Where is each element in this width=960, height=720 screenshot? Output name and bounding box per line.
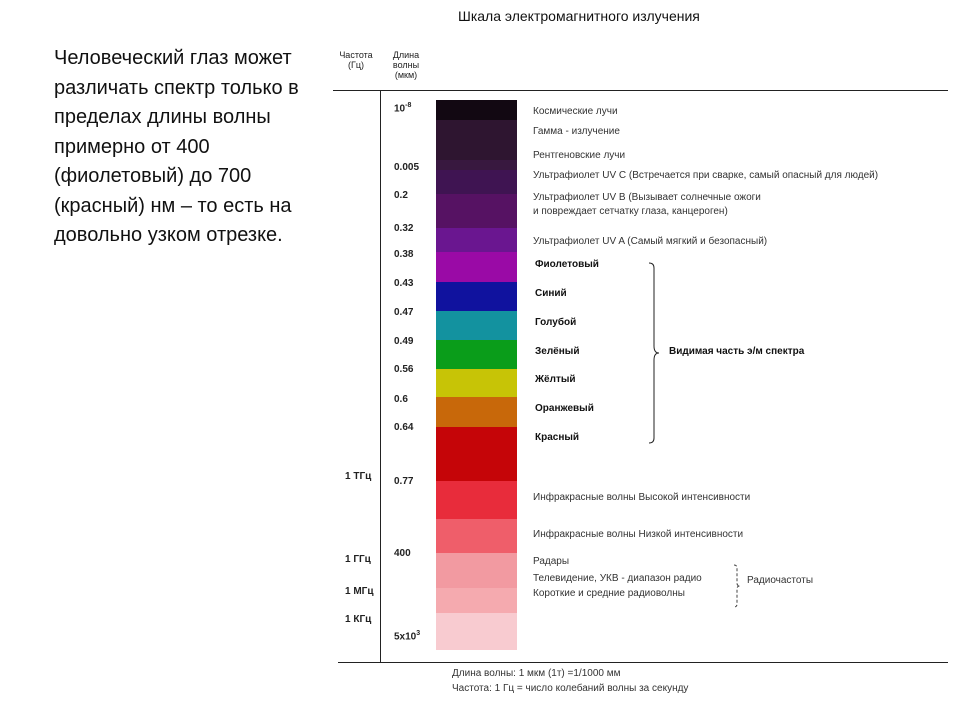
- band-cyan: [436, 311, 517, 340]
- wavelength-tick-exp: -8: [405, 102, 412, 109]
- band-radio: [436, 588, 517, 613]
- band-uvc: [436, 170, 517, 194]
- label-short-medium: Короткие и средние радиоволны: [533, 588, 685, 599]
- wavelength-tick: 0.43: [394, 278, 414, 289]
- wavelength-tick: 0.47: [394, 307, 414, 318]
- wavelength-tick-exp: 3: [416, 630, 421, 637]
- band-radar: [436, 553, 517, 588]
- label-cyan: Голубой: [535, 317, 577, 328]
- wavelength-tick: 0.6: [394, 394, 408, 405]
- label-xray: Рентгеновские лучи: [533, 150, 626, 161]
- wavelength-header-text: Длина волны (мкм): [392, 50, 420, 80]
- label-blue: Синий: [535, 288, 567, 299]
- wavelength-tick: 400: [394, 548, 411, 559]
- frequency-tick: 1 ГГц: [345, 554, 371, 565]
- visible-summary-label: Видимая часть э/м спектра: [669, 346, 805, 357]
- band-cosmic: [436, 100, 517, 120]
- band-ir-low: [436, 519, 517, 553]
- label-yellow: Жёлтый: [535, 374, 576, 385]
- label-ir-low: Инфракрасные волны Низкой интенсивности: [533, 529, 744, 540]
- wavelength-tick: 0.77: [394, 476, 414, 487]
- wavelength-tick: 0.56: [394, 364, 414, 375]
- wavelength-tick: 0.005: [394, 162, 420, 173]
- label-tv: Телевидение, УКВ - диапазон радио: [533, 573, 702, 584]
- band-xray: [436, 160, 517, 170]
- frequency-tick: 1 ТГц: [345, 471, 372, 482]
- radio-brace-icon: [733, 564, 741, 608]
- wavelength-tick: 0.32: [394, 223, 414, 234]
- wavelength-tick: 0.38: [394, 249, 414, 260]
- frequency-header-text: Частота (Гц): [339, 50, 373, 70]
- label-cosmic: Космические лучи: [533, 106, 618, 117]
- band-green: [436, 340, 517, 369]
- side-text: Человеческий глаз может различать спектр только в пределах длины волны примерно от 400 (фиолетовый) до 700 (красный) нм – то есть на довольно узком отрезке.: [54, 47, 299, 246]
- top-rule: [333, 90, 948, 91]
- frequency-note: Частота: 1 Гц = число колебаний волны за секунду: [452, 683, 689, 694]
- visible-brace-icon: [648, 262, 660, 444]
- band-long: [436, 613, 517, 650]
- label-uva: Ультрафиолет UV A (Самый мягкий и безопасный): [533, 236, 768, 247]
- chart-title: Шкала электромагнитного излучения: [458, 8, 700, 24]
- band-blue: [436, 282, 517, 311]
- wavelength-header: [386, 50, 426, 80]
- label-uvb-line1: Ультрафиолет UV B (Вызывает солнечные ожоги: [533, 192, 761, 203]
- radio-summary-label: Радиочастоты: [747, 575, 814, 586]
- band-ir-high: [436, 481, 517, 519]
- band-uva: [436, 228, 517, 252]
- band-gamma: [436, 120, 517, 160]
- wavelength-tick: [394, 630, 420, 642]
- frequency-tick: 1 КГц: [345, 614, 372, 625]
- band-uvb: [436, 194, 517, 228]
- label-green: Зелёный: [535, 346, 580, 357]
- wavelength-tick-base: 5x10: [394, 631, 417, 643]
- label-radar: Радары: [533, 556, 570, 567]
- wavelength-tick: 0.2: [394, 190, 408, 201]
- frequency-header: [336, 50, 376, 70]
- bottom-rule: [338, 662, 948, 663]
- label-violet: Фиолетовый: [535, 259, 599, 270]
- label-gamma: Гамма - излучение: [533, 126, 620, 137]
- wavelength-tick-base: 10: [394, 103, 406, 115]
- label-uvb-line2: и повреждает сетчатку глаза, канцероген): [533, 206, 728, 217]
- label-red: Красный: [535, 432, 580, 443]
- band-violet: [436, 252, 517, 282]
- label-orange: Оранжевый: [535, 403, 594, 414]
- band-red: [436, 427, 517, 481]
- label-uvc: Ультрафиолет UV C (Встречается при сварке, самый опасный для людей): [533, 170, 879, 181]
- band-orange: [436, 397, 517, 427]
- wavelength-tick: 0.64: [394, 422, 414, 433]
- label-ir-high: Инфракрасные волны Высокой интенсивности: [533, 492, 751, 503]
- axis-line: [380, 90, 381, 662]
- frequency-tick: 1 МГц: [345, 586, 374, 597]
- wavelength-note: Длина волны: 1 мкм (1т) =1/1000 мм: [452, 668, 621, 679]
- wavelength-tick: 0.49: [394, 336, 414, 347]
- wavelength-tick: [394, 102, 411, 114]
- band-yellow: [436, 369, 517, 397]
